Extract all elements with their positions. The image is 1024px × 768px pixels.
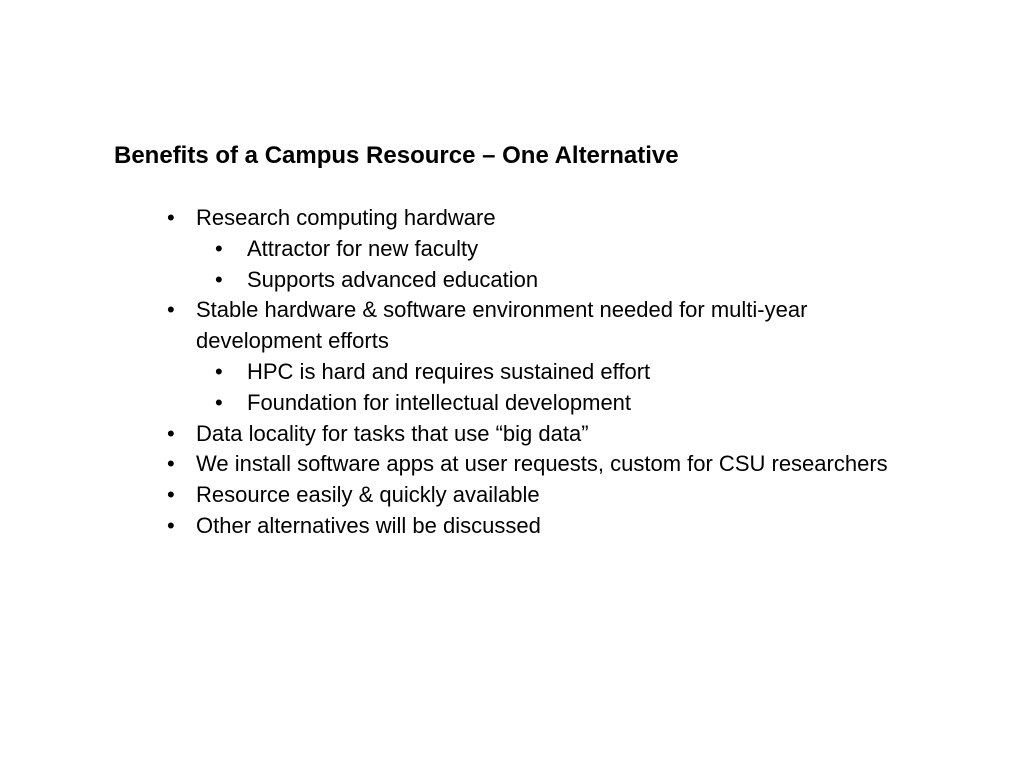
bullet-list <box>0 203 1024 542</box>
bullet-text: Attractor for new faculty <box>247 235 479 261</box>
bullet-item <box>0 419 911 450</box>
bullet-text: Foundation for intellectual development <box>247 389 632 415</box>
bullet-marker: • <box>215 389 223 415</box>
bullet-item <box>0 203 911 234</box>
sub-bullet-item <box>0 265 911 296</box>
bullet-marker: • <box>167 512 175 538</box>
bullet-text: We install software apps at user requests, custom for CSU researchers <box>196 451 888 477</box>
bullet-marker: • <box>167 297 175 323</box>
bullet-marker: • <box>215 358 223 384</box>
bullet-marker: • <box>167 451 175 477</box>
bullet-marker: • <box>215 266 223 292</box>
bullet-item <box>0 511 911 542</box>
slide-title: Benefits of a Campus Resource – One Alternative <box>114 142 679 169</box>
bullet-text: Supports advanced education <box>247 266 539 292</box>
bullet-text: Research computing hardware <box>196 205 496 230</box>
bullet-marker: • <box>167 482 175 508</box>
bullet-item <box>0 480 911 511</box>
bullet-text: HPC is hard and requires sustained effort <box>247 358 651 384</box>
bullet-item <box>0 449 911 480</box>
sub-bullet-item <box>0 357 911 388</box>
bullet-text: Data locality for tasks that use “big data” <box>196 420 589 446</box>
bullet-marker: • <box>167 420 175 446</box>
bullet-text: Resource easily & quickly available <box>196 482 540 508</box>
bullet-item <box>0 295 911 357</box>
sub-bullet-item <box>0 234 911 265</box>
sub-bullet-item <box>0 388 911 419</box>
bullet-text: Stable hardware & software environment needed for multi-year development efforts <box>196 297 808 354</box>
bullet-marker: • <box>215 235 223 261</box>
bullet-text: Other alternatives will be discussed <box>196 512 541 538</box>
bullet-marker: • <box>167 205 175 230</box>
